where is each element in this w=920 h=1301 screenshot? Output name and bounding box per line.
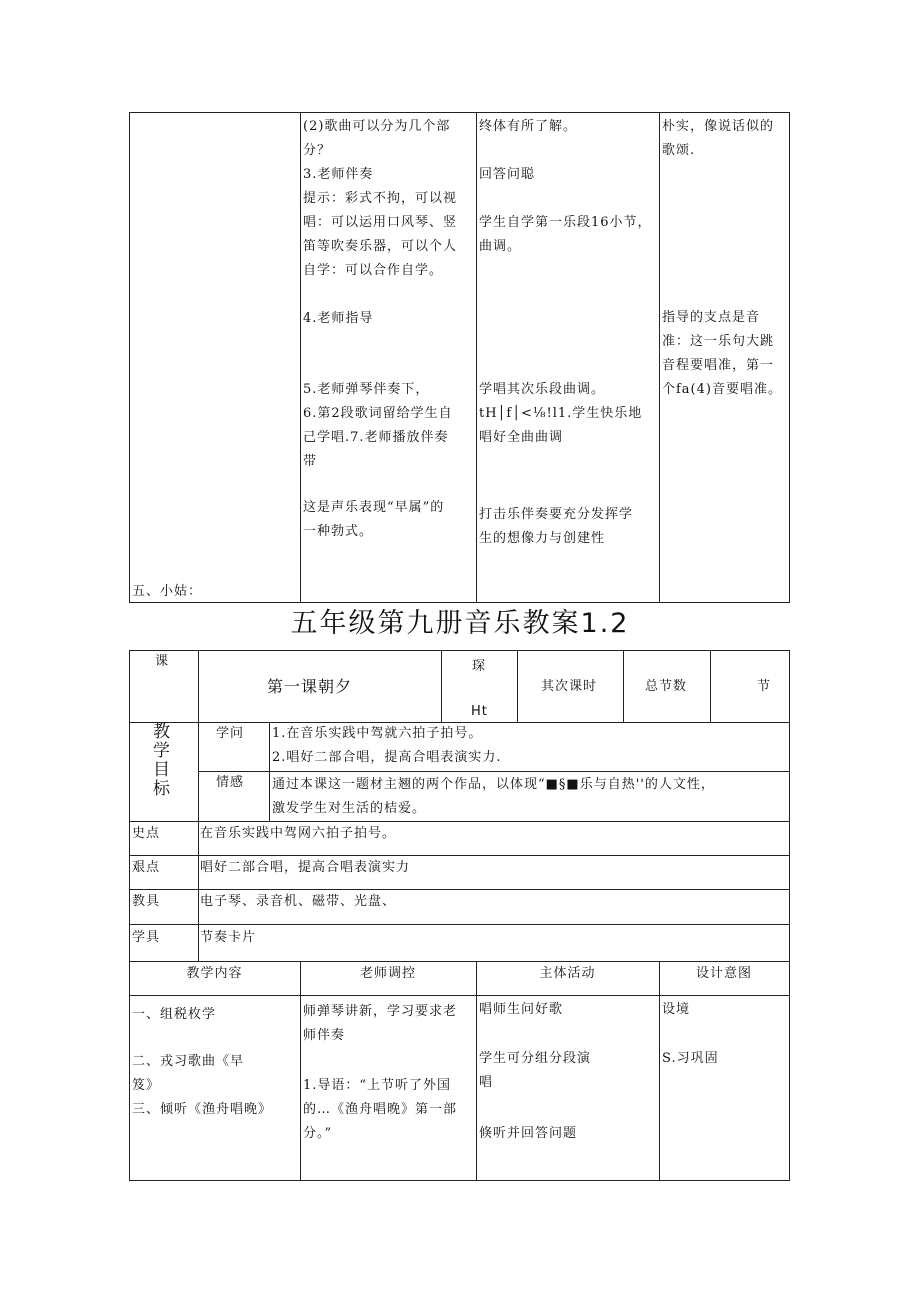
text-line: 通过本课这一题材主翘的两个作品，以体现“■§■乐与自热''的人文性， [272, 777, 715, 792]
upper-intent-column [662, 115, 774, 163]
text-line: 分。” [303, 1126, 333, 1141]
student-item: 倏听并回答问题 [479, 1126, 578, 1141]
teaching-tools-label: 教具 [132, 894, 161, 909]
text-line: 学生可分组分段演 [479, 1051, 592, 1066]
objectives-char: 目 [153, 760, 171, 780]
objectives-char: 标 [153, 779, 171, 799]
text-line: 指导的支点是音 [662, 310, 761, 325]
text-line: 歌颂. [662, 143, 696, 158]
total-periods-label: 总节数 [645, 679, 688, 694]
text-line: 2.唱好二部合唱，提高合唱表演实力. [272, 750, 502, 765]
text-line: 激发学生对生活的桔爱。 [272, 801, 427, 816]
student-tools-label: 学具 [132, 930, 161, 945]
text-line: 学唱其次乐段曲调。 [479, 382, 606, 397]
teaching-tools-text: 电子琴、录音机、磁带、光盘、 [200, 894, 397, 909]
text-line: 笛等吹奏乐器，可以个人 [303, 239, 458, 254]
text-line: (2)歌曲可以分为几个部 [303, 119, 451, 134]
upper-teacher-column-2 [303, 378, 453, 474]
text-line: 4.老师指导 [303, 311, 374, 326]
period-unit-label: 节 [757, 679, 772, 694]
text-line: 唱好全曲曲调 [479, 430, 564, 445]
text-line: 准：这一乐句大跳 [662, 334, 775, 349]
teacher-item [303, 1074, 457, 1146]
text-line: 终体有所了解。 [479, 119, 578, 134]
upper-student-column-3 [479, 503, 633, 551]
student-tools-text: 节奏卡片 [200, 930, 257, 945]
focus-text: 在音乐实践中驾网六拍子拍号。 [200, 826, 397, 841]
knowledge-label: 学问 [216, 726, 245, 741]
lesson-type-bottom: Ht [471, 704, 488, 719]
intent-item: S.习巩固 [662, 1051, 719, 1066]
text-line: 己学唱.7.老师播放伴奏 [303, 430, 449, 445]
text-line: 曲调。 [479, 239, 522, 254]
text-line: tH│f│<⅛!l1.学生快乐地 [479, 406, 643, 421]
upper-student-column-2 [479, 378, 642, 450]
student-item: 唱师生问好歌 [479, 1002, 564, 1017]
text-line: 3.老师伴奏 [303, 167, 374, 182]
header-student-activity: 主体活动 [539, 966, 596, 981]
lesson-type-top: 琛 [472, 659, 487, 674]
difficulty-label: 艰点 [132, 860, 161, 875]
text-line: 师伴奏 [303, 1028, 346, 1043]
text-line: 分？ [303, 143, 332, 158]
text-line: 音程要唱准，第一 [662, 358, 775, 373]
text-line: 5.老师弹琴伴奏下， [303, 382, 430, 397]
teacher-item [303, 1000, 457, 1048]
summary-label: 五、小姑： [132, 584, 203, 599]
text-line: 笈》 [132, 1078, 161, 1093]
text-line: 二、戎习歌曲《早 [132, 1054, 245, 1069]
text-line: 一种勃式。 [303, 524, 374, 539]
text-line: 学生自学第一乐段16小节， [479, 215, 652, 230]
lesson-topic: 第一课朝夕 [267, 677, 353, 696]
text-line: 唱 [479, 1075, 494, 1090]
objectives-label [153, 723, 171, 799]
text-line: 唱：可以运用口风琴、竖 [303, 215, 458, 230]
objectives-char: 教 [153, 722, 171, 742]
header-teaching-content: 教学内容 [186, 966, 243, 981]
focus-label: 史点 [132, 826, 161, 841]
text-line: 1.在音乐实践中驾就六拍子拍号。 [272, 726, 483, 741]
period-label: 其次课时 [541, 679, 598, 694]
header-teacher-control: 老师调控 [359, 966, 416, 981]
upper-student-column [479, 211, 652, 259]
text-line: 打击乐伴奏要充分发挥学 [479, 507, 634, 522]
content-item: 一、组税枚学 [132, 1007, 217, 1022]
difficulty-text: 唱好二部合唱，提高合唱表演实力 [200, 860, 411, 875]
text-line: 生的想像力与创建性 [479, 531, 606, 546]
student-item [479, 1047, 591, 1095]
emotion-text [272, 773, 715, 821]
text-line: 自学：可以合作自学。 [303, 263, 444, 278]
header-design-intent: 设计意图 [695, 966, 752, 981]
text-line: 朴实，像说话似的 [662, 119, 775, 134]
content-item [132, 1050, 272, 1122]
text-line: 这是声乐表现“早属”的 [303, 500, 445, 515]
upper-teacher-column-3 [303, 496, 444, 544]
text-line: 提示：彩式不拘，可以视 [303, 191, 458, 206]
upper-intent-column-2 [662, 306, 782, 402]
upper-teacher-column [303, 115, 457, 283]
text-line: 三、倾听《渔舟唱晚》 [132, 1102, 273, 1117]
emotion-label: 情感 [216, 775, 245, 790]
text-line: 带 [303, 454, 318, 469]
knowledge-text [272, 722, 502, 770]
text-line: 的…《渔舟唱晚》第一部 [303, 1102, 458, 1117]
text-line: 回答问聪 [479, 167, 536, 182]
text-line: 个fa(4)音要唱准。 [662, 382, 782, 397]
intent-item: 设境 [662, 1002, 691, 1017]
text-line: 1.导语：“上节听了外国 [303, 1078, 452, 1093]
objectives-char: 学 [153, 741, 171, 761]
page-title: 五年级第九册音乐教案1.2 [290, 608, 630, 639]
course-label: 课 [155, 654, 170, 669]
text-line: 师弹琴讲新，学习要求老 [303, 1004, 458, 1019]
text-line: 6.第2段歌词留给学生自 [303, 406, 453, 421]
